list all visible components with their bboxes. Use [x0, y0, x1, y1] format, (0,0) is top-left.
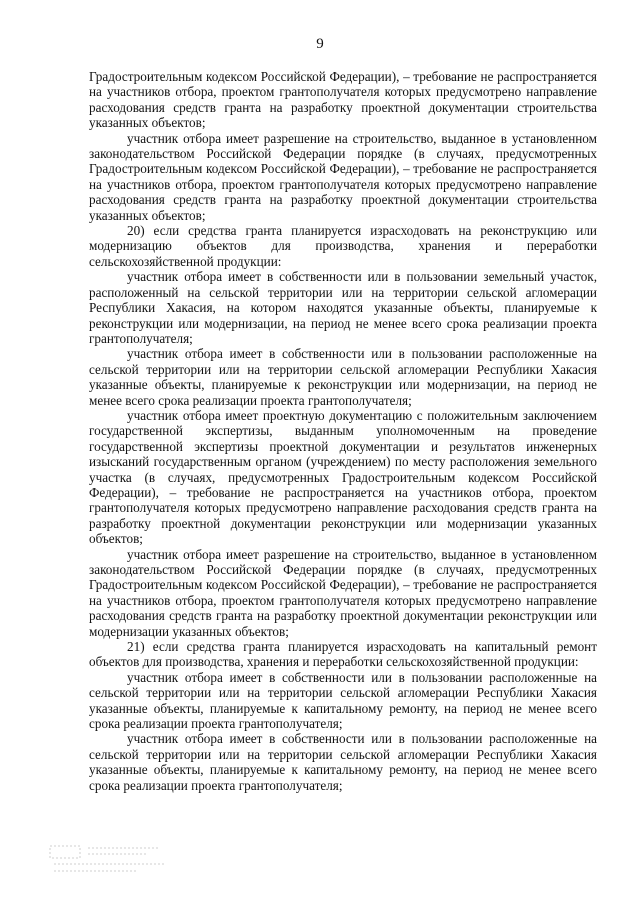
paragraph: участник отбора имеет в собственности или в пользовании расположенные на сельской территории или на территории сельской агломерации Республики Хакасия указанные объекты, планируемые к реконструкции или модернизации, на период не менее всего срока реализации проекта грантополучателя;: [89, 346, 597, 408]
paragraph-item-20: 20) если средства гранта планируется израсходовать на реконструкцию или модернизацию объектов для производства, хранения и переработки сельскохозяйственной продукции:: [89, 223, 597, 269]
paragraph: участник отбора имеет в собственности или в пользовании расположенные на сельской территории или на территории сельской агломерации Республики Хакасия указанные объекты, планируемые к капитальному ремонту, на период не менее всего срока реализации проекта грантополучателя;: [89, 669, 597, 732]
document-body: [89, 69, 597, 793]
paragraph: участник отбора имеет разрешение на строительство, выданное в установленном законодательством Российской Федерации порядке (в случаях, предусмотренных Градостроительным кодексом Российской Федерации), – требование не распространяется на участников отбора, проектом грантополучателя которых предусмотрено направление расходования средств гранта на разработку проектной документации реконструкции или модернизации указанных объектов;: [89, 546, 597, 639]
paragraph: участник отбора имеет разрешение на строительство, выданное в установленном законодательством Российской Федерации порядке (в случаях, предусмотренных Градостроительным кодексом Российской Федерации), – требование не распространяется на участников отбора, проектом грантополучателя которых предусмотрено направление расходования средств гранта на разработку проектной документации строительства указанных объектов;: [89, 130, 597, 223]
paragraph-item-21: 21) если средства гранта планируется израсходовать на капитальный ремонт объектов для производства, хранения и переработки сельскохозяйственной продукции:: [89, 639, 597, 670]
faded-stamp-mark: [48, 842, 168, 878]
page-number: 9: [316, 36, 324, 52]
paragraph: участник отбора имеет в собственности или в пользовании земельный участок, расположенный на сельской территории или на территории сельской агломерации Республики Хакасия, на котором находятся указанные объекты, планируемые к реконструкции или модернизации, на период не менее всего срока реализации проекта грантополучателя;: [89, 269, 597, 346]
paragraph: участник отбора имеет в собственности или в пользовании расположенные на сельской территории или на территории сельской агломерации Республики Хакасия указанные объекты, планируемые к капитальному ремонту, на период не менее всего срока реализации проекта грантополучателя;: [89, 731, 597, 793]
paragraph-continued: Градостроительным кодексом Российской Федерации), – требование не распространяется на участников отбора, проектом грантополучателя которых предусмотрено направление расходования средств гранта на разработку проектной документации строительства указанных объектов;: [89, 69, 597, 131]
paragraph: участник отбора имеет проектную документацию с положительным заключением государственной экспертизы, выданным уполномоченным на проведение государственной экспертизы проектной документации и результатов инженерных изысканий государственным органом (учреждением) по месту расположения земельного участка (в случаях, предусмотренных Градостроительным кодексом Российской Федерации), – требование не распространяется на участников отбора, проектом грантополучателя которых предусмотрено направление расходования средств гранта на разработку проектной документации реконструкции или модернизации указанных объектов;: [89, 407, 597, 547]
